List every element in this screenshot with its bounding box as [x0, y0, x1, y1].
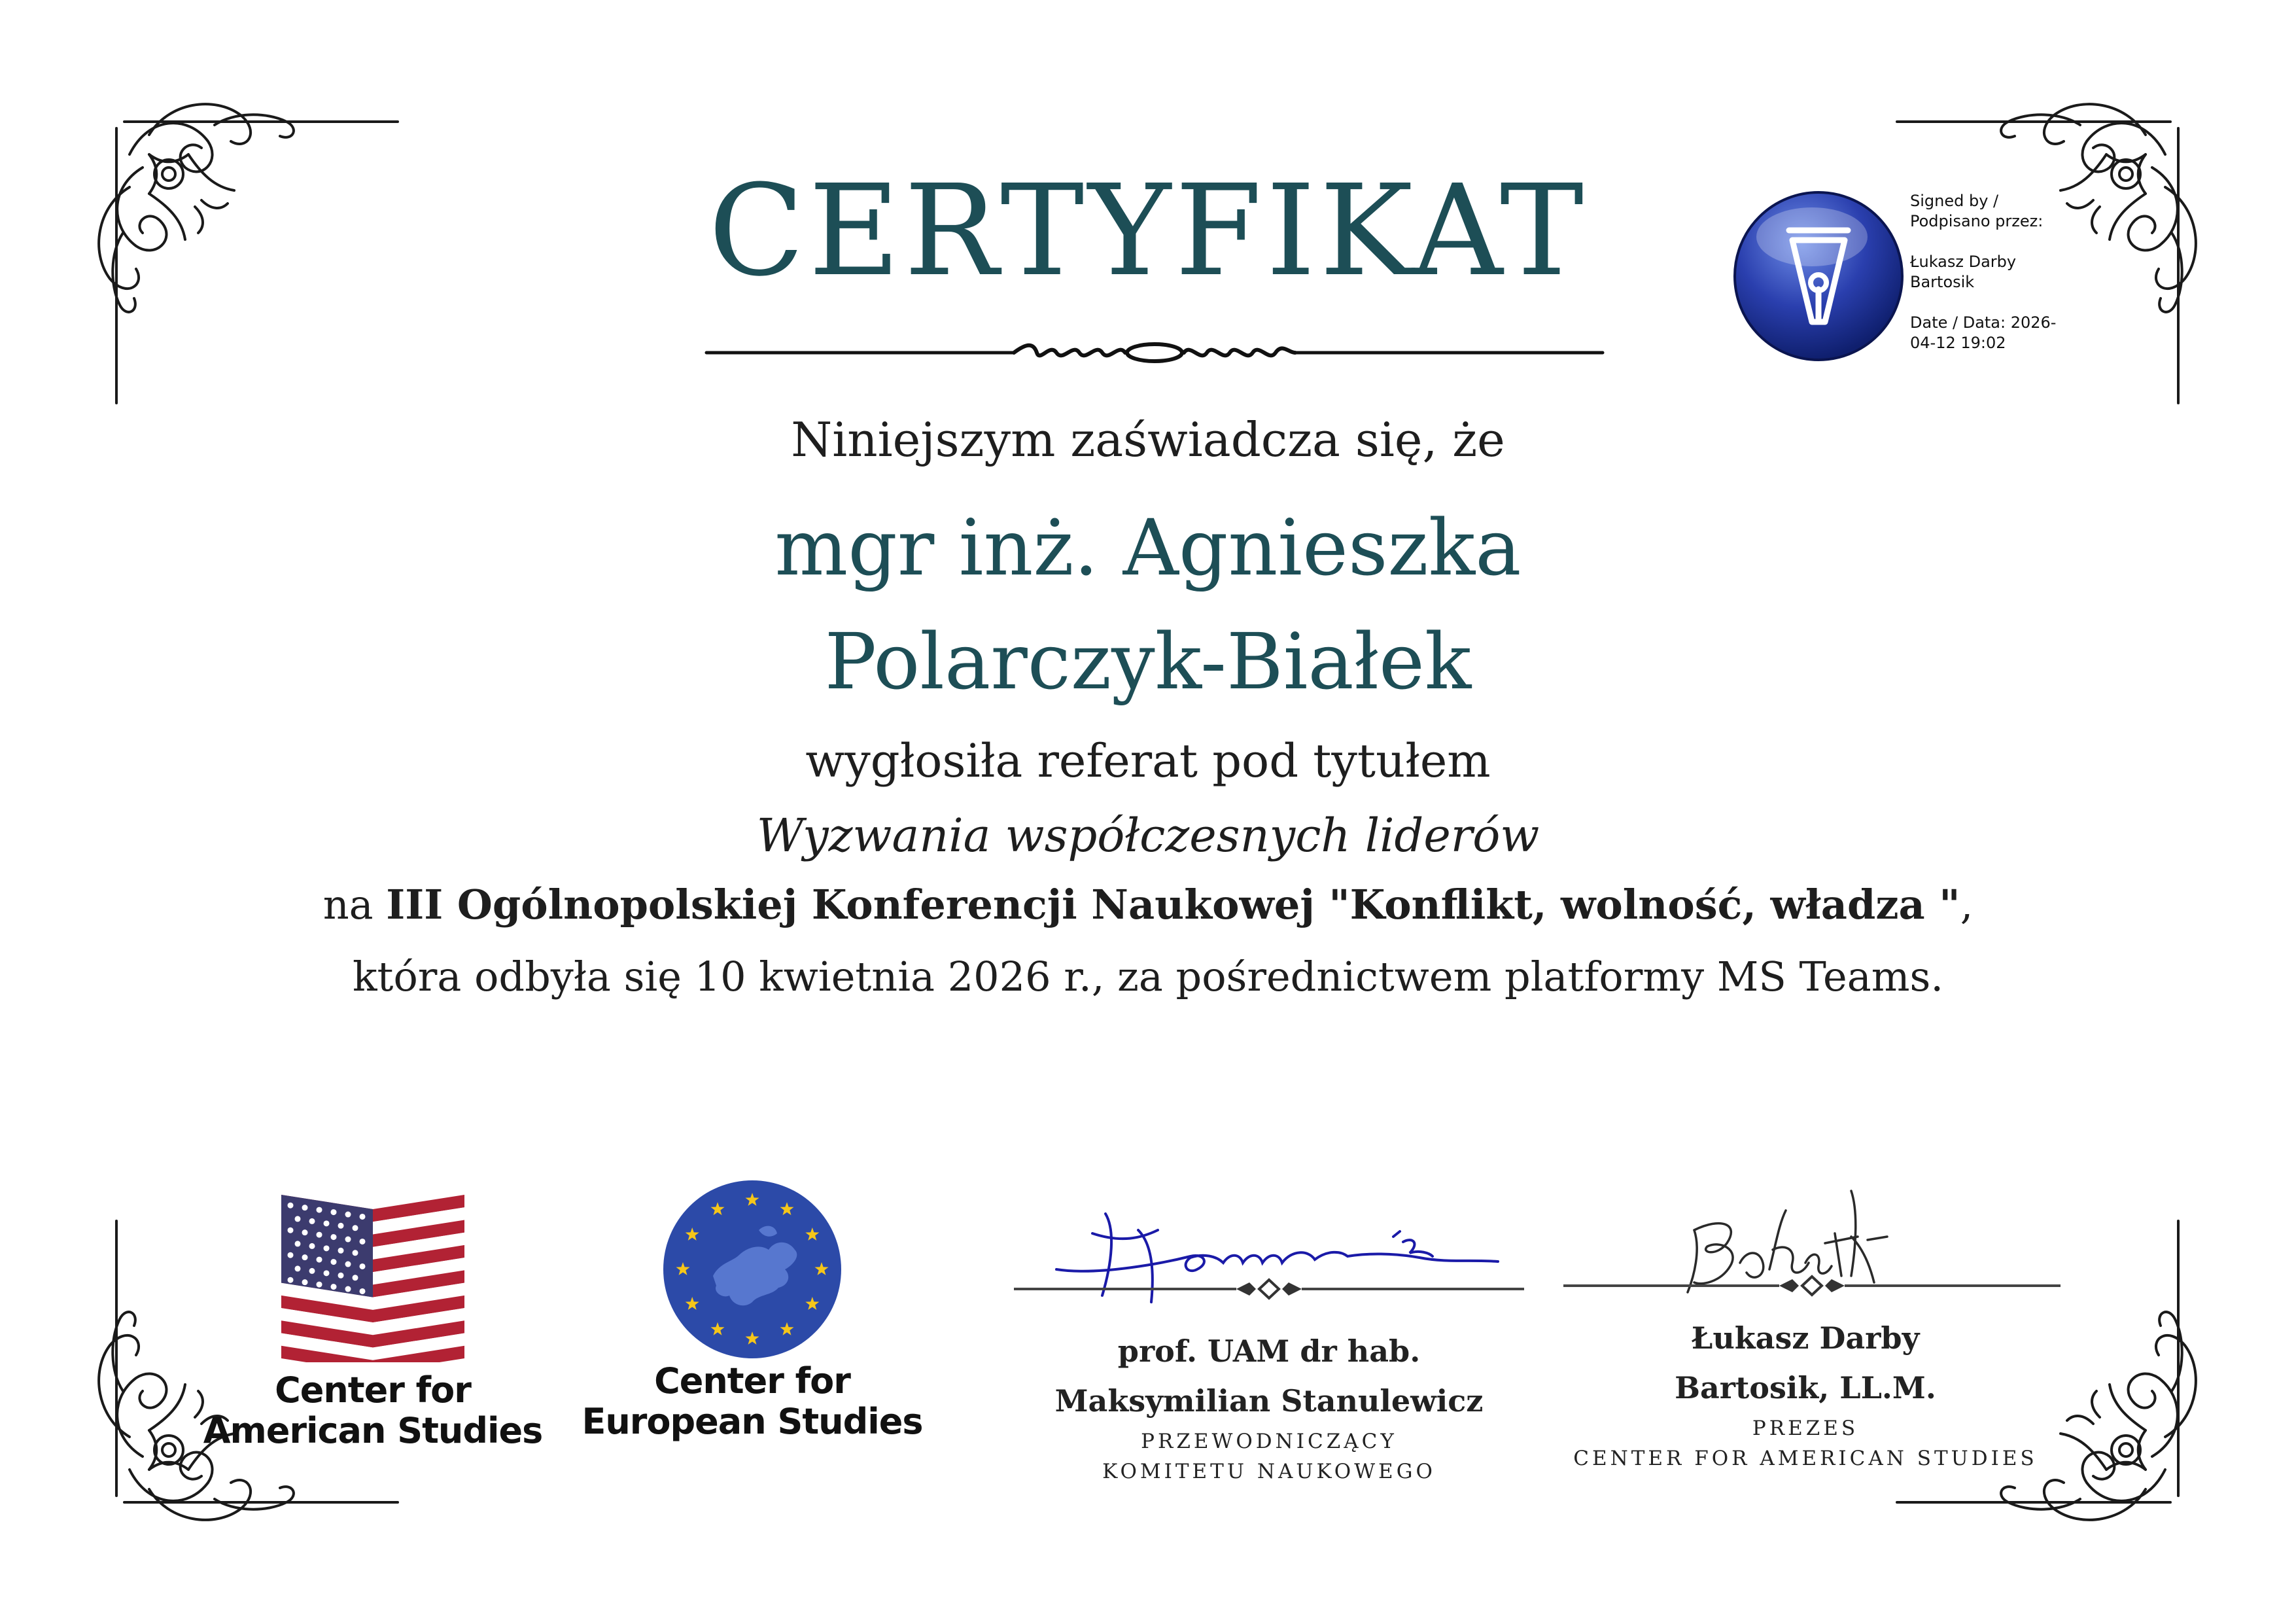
fountain-pen-icon: [1727, 185, 1910, 368]
signatory-name-line2: Bartosik, LL.M.: [1675, 1370, 1936, 1405]
handwritten-signature: [1001, 1191, 1537, 1322]
american-logo-line1: Center for: [275, 1369, 471, 1411]
european-logo-line2: European Studies: [582, 1401, 923, 1442]
signatory-role: [1001, 1426, 1537, 1487]
signatory-name-line1: prof. UAM dr hab.: [1117, 1333, 1421, 1369]
signatory-role-line1: PREZES: [1752, 1417, 1859, 1440]
title-divider: [700, 323, 1609, 382]
conference-line: [0, 881, 2296, 928]
american-logo-line2: American Studies: [203, 1410, 543, 1451]
signatory-president: [1544, 1171, 2067, 1474]
conference-prefix: na: [322, 881, 387, 928]
recipient-name-line2: Polarczyk-Białek: [824, 616, 1472, 707]
signature-date: Date / Data: 2026- 04-12 19:02: [1910, 313, 2057, 352]
intro-text: Niniejszym zaświadcza się, że: [791, 412, 1505, 467]
electronic-signature-stamp: [1727, 178, 2080, 374]
held-info: która odbyła się 10 kwietnia 2026 r., za pośrednictwem platformy MS Teams.: [352, 953, 1944, 1000]
divider-flourish-icon: [700, 323, 1609, 382]
conference-suffix: ,: [1960, 881, 1974, 928]
handwritten-signature: [1544, 1171, 2067, 1309]
signed-by-label: Signed by / Podpisano przez:: [1910, 192, 2044, 230]
signatory-role: [1544, 1413, 2067, 1474]
delivered-text: wygłosiła referat pod tytułem: [805, 734, 1491, 788]
signatory-role-line2: KOMITETU NAUKOWEGO: [1102, 1460, 1436, 1483]
us-flag-icon: [281, 1191, 464, 1362]
recipient-name-line1: mgr inż. Agnieszka: [774, 503, 1522, 593]
conference-name: III Ogólnopolskiej Konferencji Naukowej "Konflikt, wolność, władza ": [386, 881, 1960, 928]
european-logo-text: [576, 1361, 929, 1442]
signatory-chair: [1001, 1191, 1537, 1487]
signatory-role-line1: PRZEWODNICZĄCY: [1141, 1430, 1397, 1453]
eu-stars-icon: [661, 1178, 844, 1361]
signatory-role-line2: CENTER FOR AMERICAN STUDIES: [1573, 1447, 2038, 1470]
american-logo-text: [196, 1370, 549, 1451]
signatory-name-line2: Maksymilian Stanulewicz: [1054, 1383, 1484, 1419]
signer-name: Łukasz Darby Bartosik: [1910, 253, 2017, 291]
signature-details: [1910, 191, 2087, 353]
european-logo-line1: Center for: [654, 1360, 850, 1402]
center-for-american-studies-logo: [196, 1191, 549, 1451]
paper-title: Wyzwania współczesnych liderów: [756, 809, 1540, 862]
center-for-european-studies-logo: [576, 1178, 929, 1442]
signatory-name-line1: Łukasz Darby: [1691, 1320, 1920, 1356]
certificate-title: CERTYFIKAT: [708, 158, 1588, 304]
